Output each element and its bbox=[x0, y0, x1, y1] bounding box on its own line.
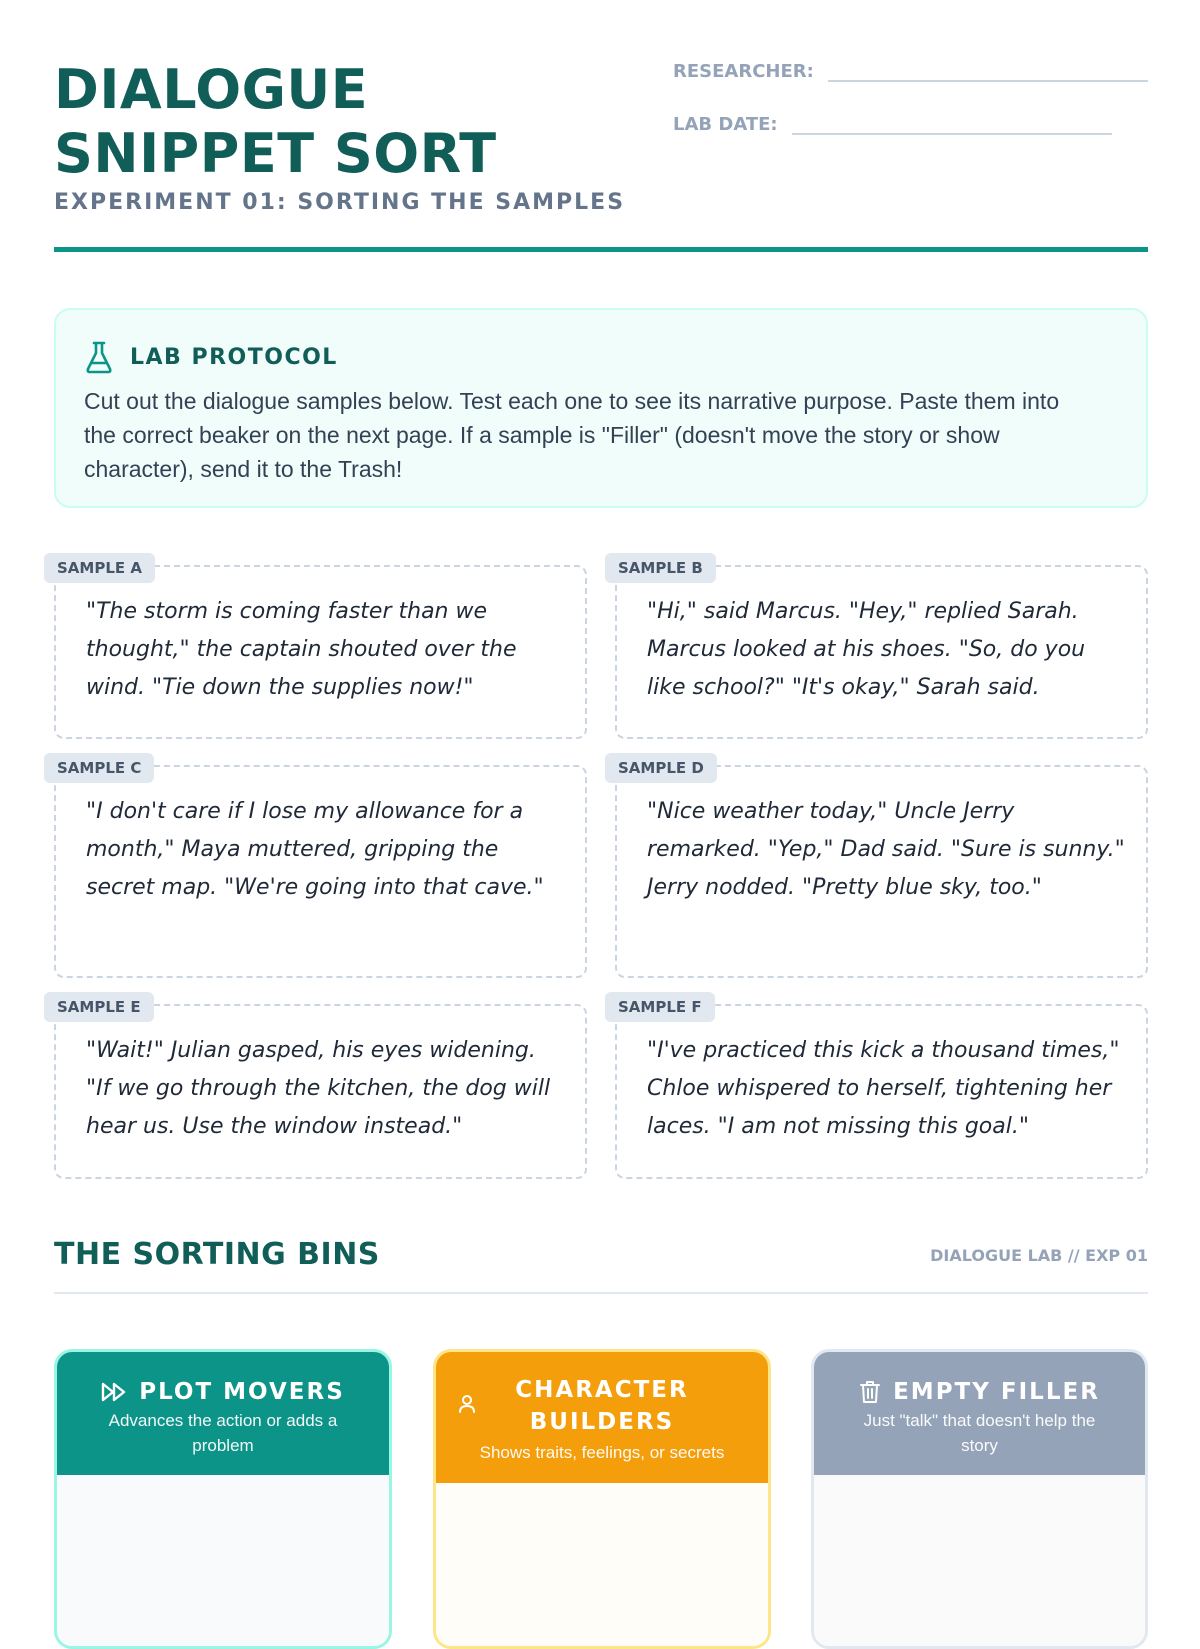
bin-description: Just "talk" that doesn't help the story bbox=[863, 1411, 1096, 1455]
lab-reference-label: DIALOGUE LAB // EXP 01 bbox=[930, 1246, 1148, 1265]
bin-header bbox=[436, 1352, 768, 1483]
bin-header bbox=[57, 1352, 389, 1475]
title-line-1: DIALOGUE bbox=[54, 58, 369, 121]
sample-card-b[interactable] bbox=[615, 559, 1148, 739]
header-divider bbox=[54, 247, 1148, 252]
bin-title-row bbox=[814, 1376, 1145, 1408]
bin-title: EMPTY FILLER bbox=[893, 1379, 1100, 1405]
lab-date-input-line[interactable] bbox=[792, 115, 1112, 135]
sample-card-c[interactable] bbox=[54, 759, 587, 978]
bins-divider bbox=[54, 1292, 1148, 1294]
sample-text: "The storm is coming faster than we thought," the captain shouted over the wind. "Tie down the supplies now!" bbox=[86, 599, 517, 700]
fast-forward-icon bbox=[101, 1381, 127, 1403]
sample-text: "I don't care if I lose my allowance for a month," Maya muttered, gripping the secret map. "We're going into that cave." bbox=[86, 799, 544, 900]
page-title bbox=[54, 58, 614, 186]
bin-drop-area[interactable] bbox=[436, 1483, 768, 1646]
bin-title: PLOT MOVERS bbox=[139, 1379, 345, 1405]
researcher-field bbox=[673, 61, 1148, 82]
sample-tag: SAMPLE E bbox=[44, 992, 154, 1022]
lab-protocol-header bbox=[84, 340, 338, 374]
sample-tag: SAMPLE A bbox=[44, 553, 155, 583]
trash-icon bbox=[859, 1380, 881, 1404]
bin-description: Advances the action or adds a problem bbox=[108, 1411, 338, 1455]
sample-tag: SAMPLE C bbox=[44, 753, 154, 783]
sample-text: "I've practiced this kick a thousand times," Chloe whispered to herself, tightening her laces. "I am not missing this goal." bbox=[647, 1038, 1120, 1139]
lab-protocol-title: LAB PROTOCOL bbox=[130, 344, 338, 370]
bin-description: Shows traits, feelings, or secrets bbox=[479, 1443, 725, 1462]
lab-protocol-text: Cut out the dialogue samples below. Test each one to see its narrative purpose. Paste them into the correct beaker on the next page. If a sample is "Filler" (doesn't move the story or show character), send it to the Trash! bbox=[84, 388, 1060, 482]
lab-date-label: LAB DATE: bbox=[673, 114, 778, 135]
sample-card-d[interactable] bbox=[615, 759, 1148, 978]
sample-text: "Nice weather today," Uncle Jerry remarked. "Yep," Dad said. "Sure is sunny." Jerry nodded. "Pretty blue sky, too." bbox=[647, 799, 1125, 900]
sample-text: "Hi," said Marcus. "Hey," replied Sarah. Marcus looked at his shoes. "So, do you like school?" "It's okay," Sarah said. bbox=[647, 599, 1086, 700]
bin-character-builders[interactable] bbox=[433, 1349, 771, 1649]
flask-icon bbox=[84, 340, 114, 374]
researcher-label: RESEARCHER: bbox=[673, 61, 814, 82]
title-line-2: SNIPPET SORT bbox=[54, 122, 497, 185]
sample-tag: SAMPLE D bbox=[605, 753, 717, 783]
lab-date-field bbox=[673, 114, 1112, 135]
sample-card-e[interactable] bbox=[54, 998, 587, 1179]
sample-card-f[interactable] bbox=[615, 998, 1148, 1179]
bin-plot-movers[interactable] bbox=[54, 1349, 392, 1649]
bin-empty-filler[interactable] bbox=[811, 1349, 1148, 1649]
bin-header bbox=[814, 1352, 1145, 1475]
page-subtitle: EXPERIMENT 01: SORTING THE SAMPLES bbox=[54, 190, 626, 215]
bin-drop-area[interactable] bbox=[814, 1475, 1145, 1646]
bin-drop-area[interactable] bbox=[57, 1475, 389, 1646]
sorting-bins-title: THE SORTING BINS bbox=[54, 1237, 380, 1272]
bin-title: CHARACTER BUILDERS bbox=[515, 1377, 689, 1435]
sample-card-a[interactable] bbox=[54, 559, 587, 739]
sample-text: "Wait!" Julian gasped, his eyes widening. "If we go through the kitchen, the dog will hear us. Use the window instead." bbox=[86, 1038, 551, 1139]
lab-protocol-box bbox=[54, 308, 1148, 508]
person-icon bbox=[458, 1394, 476, 1419]
sample-tag: SAMPLE B bbox=[605, 553, 716, 583]
researcher-input-line[interactable] bbox=[828, 62, 1148, 82]
sample-tag: SAMPLE F bbox=[605, 992, 715, 1022]
bin-title-row bbox=[57, 1376, 389, 1408]
